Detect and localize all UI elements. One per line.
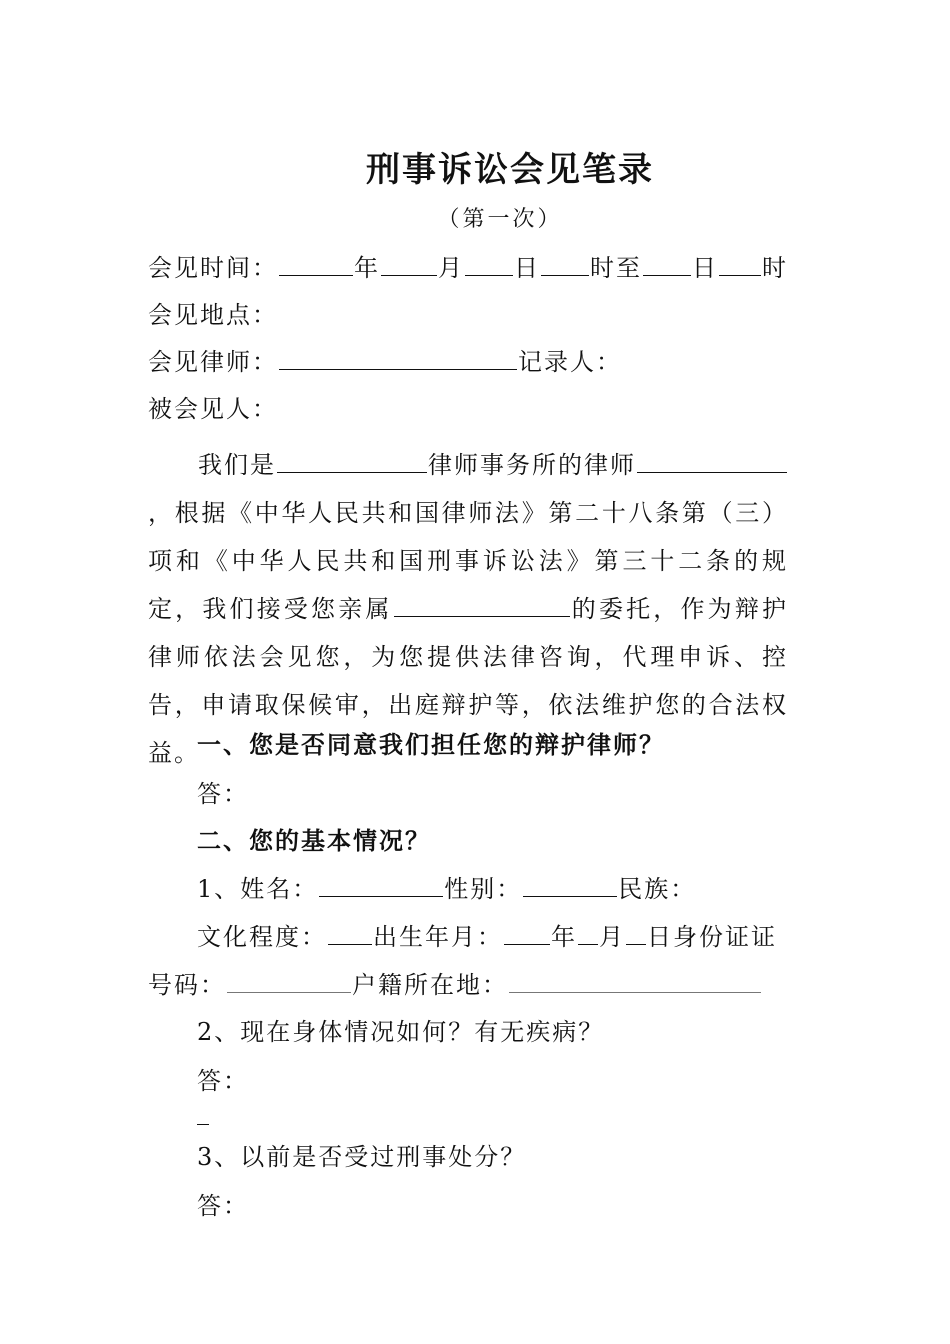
id-label: 号码： — [148, 971, 226, 999]
education-birth-line — [197, 922, 777, 952]
birth-year-blank[interactable] — [504, 922, 550, 945]
birth-month-blank[interactable] — [578, 922, 598, 945]
day-blank[interactable] — [465, 253, 513, 276]
birth-month-label: 月 — [599, 923, 625, 951]
gender-label: 性别： — [444, 875, 523, 903]
household-label: 户籍所在地： — [352, 971, 508, 999]
meeting-time-line — [148, 253, 788, 283]
education-blank[interactable] — [328, 922, 372, 945]
interviewee-line — [148, 394, 278, 424]
ethnicity-label: 民族： — [618, 875, 697, 903]
intro-text-4: 的委托，作为辩护律师依法会见您，为您提供法律咨询，代理申诉、控告，申请取保候审，出庭辩护等，依法维护您的合法权益。 — [148, 595, 789, 767]
household-blank[interactable] — [509, 970, 761, 993]
name-label: 1、姓名： — [197, 875, 319, 903]
meeting-lawyer-line — [148, 347, 622, 377]
month-label: 月 — [438, 254, 464, 282]
end-hour-label: 时 — [762, 254, 788, 282]
answer-2-2-label: 答： — [197, 1067, 249, 1095]
id-household-line — [148, 970, 762, 1000]
end-day-label: 日 — [692, 254, 718, 282]
document-subtitle: （第一次） — [437, 207, 563, 232]
birth-year-label: 年 — [551, 923, 577, 951]
meeting-lawyer-label: 会见律师： — [148, 348, 278, 376]
id-number-blank[interactable] — [227, 970, 351, 993]
year-blank[interactable] — [279, 253, 353, 276]
meeting-place-line — [148, 300, 278, 330]
hour-blank[interactable] — [541, 253, 589, 276]
answer-2-2-blank[interactable] — [197, 1124, 209, 1125]
question-1: 一、您是否同意我们担任您的辩护律师？ — [197, 730, 665, 759]
relative-blank[interactable] — [394, 594, 570, 617]
education-label: 文化程度： — [197, 923, 327, 951]
name-blank[interactable] — [319, 874, 443, 897]
meeting-place-label: 会见地点： — [148, 301, 278, 329]
birth-day-blank[interactable] — [626, 922, 646, 945]
year-label: 年 — [354, 254, 380, 282]
recorder-label: 记录人： — [518, 348, 622, 376]
answer-1-label: 答： — [197, 780, 249, 808]
day-label: 日 — [514, 254, 540, 282]
question-2: 二、您的基本情况？ — [197, 826, 431, 855]
intro-text-1: 我们是 — [198, 451, 276, 479]
intro-text-2: 律师事务所的律师 — [428, 451, 636, 479]
intro-text-3: ，根据《中华人民共和国律师法》第二十八条第（三）项和《中华人民共和国刑事诉讼法》第三十二条的规定，我们接受您亲属 — [148, 499, 788, 623]
law-firm-blank[interactable] — [277, 450, 427, 473]
intro-paragraph — [148, 441, 788, 777]
hour-to-label: 时至 — [590, 254, 642, 282]
birth-label: 出生年月： — [373, 923, 503, 951]
question-2-2: 2、现在身体情况如何？有无疾病？ — [197, 1018, 605, 1046]
meeting-time-label: 会见时间： — [148, 254, 278, 282]
lawyer-name-blank[interactable] — [637, 450, 787, 473]
interviewee-label: 被会见人： — [148, 395, 278, 423]
month-blank[interactable] — [381, 253, 437, 276]
document-title: 刑事诉讼会见笔录 — [366, 150, 654, 190]
gender-blank[interactable] — [523, 874, 617, 897]
lawyer-blank[interactable] — [279, 347, 517, 370]
birth-day-id-label: 日身份证证 — [647, 923, 777, 951]
answer-2-3-label: 答： — [197, 1192, 249, 1220]
end-hour-blank[interactable] — [719, 253, 761, 276]
basic-info-line — [197, 874, 696, 904]
end-day-blank[interactable] — [643, 253, 691, 276]
question-2-3: 3、以前是否受过刑事处分？ — [197, 1143, 527, 1171]
